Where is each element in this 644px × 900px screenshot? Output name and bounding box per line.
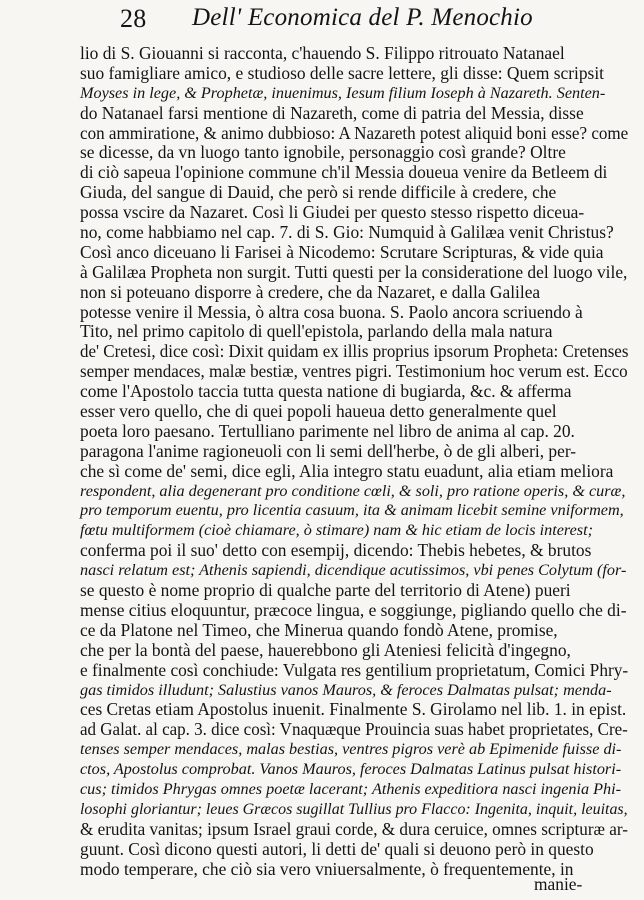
text-line: possa vscire da Nazaret. Così li Giudei per questo stesso rispetto diceua- <box>80 202 585 223</box>
text-line: Così anco diceuano li Farisei à Nicodemo: Scrutare Scripturas, & vide quia <box>80 241 604 262</box>
text-line: potesse venire il Messia, ò altra cosa buona. S. Paolo ancora scriuendo à <box>80 301 583 322</box>
text-line: fœtu multiformem (cioè chiamare, ò stimare) nam & hic etiam de locis interest; <box>80 521 593 540</box>
page-header <box>80 4 600 44</box>
text-line: do Natanael farsi mentione di Nazareth, come di patria del Messia, disse <box>80 102 584 123</box>
text-line: che sì come de' semi, dice egli, Alia integro statu euadunt, alia etiam meliora <box>80 460 614 481</box>
text-line: guunt. Così dicono questi autori, li detti de' quali si deuono però in questo <box>80 838 594 859</box>
text-line: ces Cretas etiam Apostolus inuenit. Finalmente S. Girolamo nel lib. 1. in epist. <box>80 699 627 720</box>
text-line: cus; timidos Phrygas omnes poetæ lacerant; Athenis expeditiora nasci ingenia Phi- <box>80 779 622 798</box>
text-line: poeta loro paesano. Tertulliano parimente nel libro de anima al cap. 20. <box>80 420 575 441</box>
text-line: de' Cretesi, dice così: Dixit quidam ex illis proprius ipsorum Propheta: Cretenses <box>80 341 629 362</box>
text-line: esser vero quello, che di quei popoli haueua detto generalmente quel <box>80 401 557 422</box>
running-title: Dell' Economica del P. Menochio <box>192 4 533 31</box>
text-line: losophi gloriantur; leues Græcos sugillat Tullius pro Flacco: Ingenita, inquit, leuitas, <box>80 799 628 818</box>
text-line: come l'Apostolo taccia tutta questa natione di bugiarda, &c. & afferma <box>80 381 572 402</box>
text-line: di ciò sapeua l'opinione commune ch'il Messia doueua venire da Betleem di <box>80 162 608 183</box>
text-line: lio di S. Giouanni si racconta, c'hauendo S. Filippo ritrouato Natanael <box>80 43 565 63</box>
text-line: Moyses in lege, & Prophetæ, inuenimus, Iesum filium Ioseph à Nazareth. Senten- <box>80 83 606 102</box>
text-line: con ammiratione, & animo dubbioso: A Nazareth potest aliquid boni esse? come <box>80 122 629 143</box>
text-line: ctos, Apostolus comprobat. Vanos Mauros, feroces Dalmatas Latinus pulsat histori- <box>80 760 622 779</box>
text-line: conferma poi il suo' detto con esempij, dicendo: Thebis hebetes, & brutos <box>80 540 592 561</box>
catchword: manie- <box>534 874 583 894</box>
text-line: à Galilæa Propheta non surgit. Tutti questi per la consideratione del luogo vile, <box>80 261 628 282</box>
text-line: tenses semper mendaces, malas bestias, ventres pigros verè ab Epimenide fuisse di- <box>80 740 622 759</box>
text-line: nasci relatum est; Athenis sapiendi, dicendique acutissimos, vbi penes Colytum (for- <box>80 561 627 580</box>
text-line: e finalmente così conchiude: Vulgata res gentilium proprietatum, Comici Phry- <box>80 659 629 680</box>
text-line: Tito, nel primo capitolo di quell'epistola, parlando della mala natura <box>80 321 553 342</box>
text-line: gas timidos illudunt; Salustius vanos Mauros, & feroces Dalmatas pulsat; menda- <box>80 680 612 699</box>
text-line: Giuda, del sangue di Dauid, che però si rende difficile à credere, che <box>80 182 557 203</box>
text-line: se questo è nome proprio di qualche parte del territorio di Atene) pueri <box>80 580 571 601</box>
text-line: & erudita vanitas; ipsum Israel graui corde, & dura ceruice, omnes scripturæ ar- <box>80 818 628 839</box>
text-line: ce da Platone nel Timeo, che Minerua quando fondò Atene, promise, <box>80 619 558 640</box>
text-line: se dicesse, da vn luogo tanto ignobile, personaggio così grande? Oltre <box>80 142 566 163</box>
text-line: ad Galat. al cap. 3. dice così: Vnaquæque Prouincia suas habet proprietates, Cre- <box>80 719 628 740</box>
text-line: respondent, alia degenerant pro conditione cœli, & soli, pro ratione operis, & curæ, <box>80 481 626 500</box>
text-line: no, come habbiamo nel cap. 7. di S. Gio: Numquid à Galilæa venit Christus? <box>80 222 614 243</box>
text-line: mense citius eloquuntur, præcoce lingua, e soggiunge, pigliando quello che di- <box>80 599 627 620</box>
text-line: pro temporum euentu, pro licentia casuum, ita & animam licebit semine vniformem, <box>80 501 624 520</box>
text-line: modo temperare, che ciò sia vero vniuersalmente, ò frequentemente, in <box>80 858 574 879</box>
text-line: semper mendaces, malæ bestiæ, ventres pigri. Testimonium hoc verum est. Ecco <box>80 361 628 382</box>
text-line: che per la bontà del paese, hauerebbono gli Ateniesi felicità d'ingegno, <box>80 639 571 660</box>
text-line: suo famigliare amico, e studioso delle sacre lettere, gli disse: Quem scripsit <box>80 62 604 83</box>
text-body <box>80 44 628 879</box>
page-number: 28 <box>120 4 147 33</box>
text-line: paragona l'anime ragioneuoli con li semi dell'herbe, ò de gli alberi, per- <box>80 440 577 461</box>
text-line: non si poteuano disporre à credere, che da Nazaret, e dalla Galilea <box>80 281 541 302</box>
